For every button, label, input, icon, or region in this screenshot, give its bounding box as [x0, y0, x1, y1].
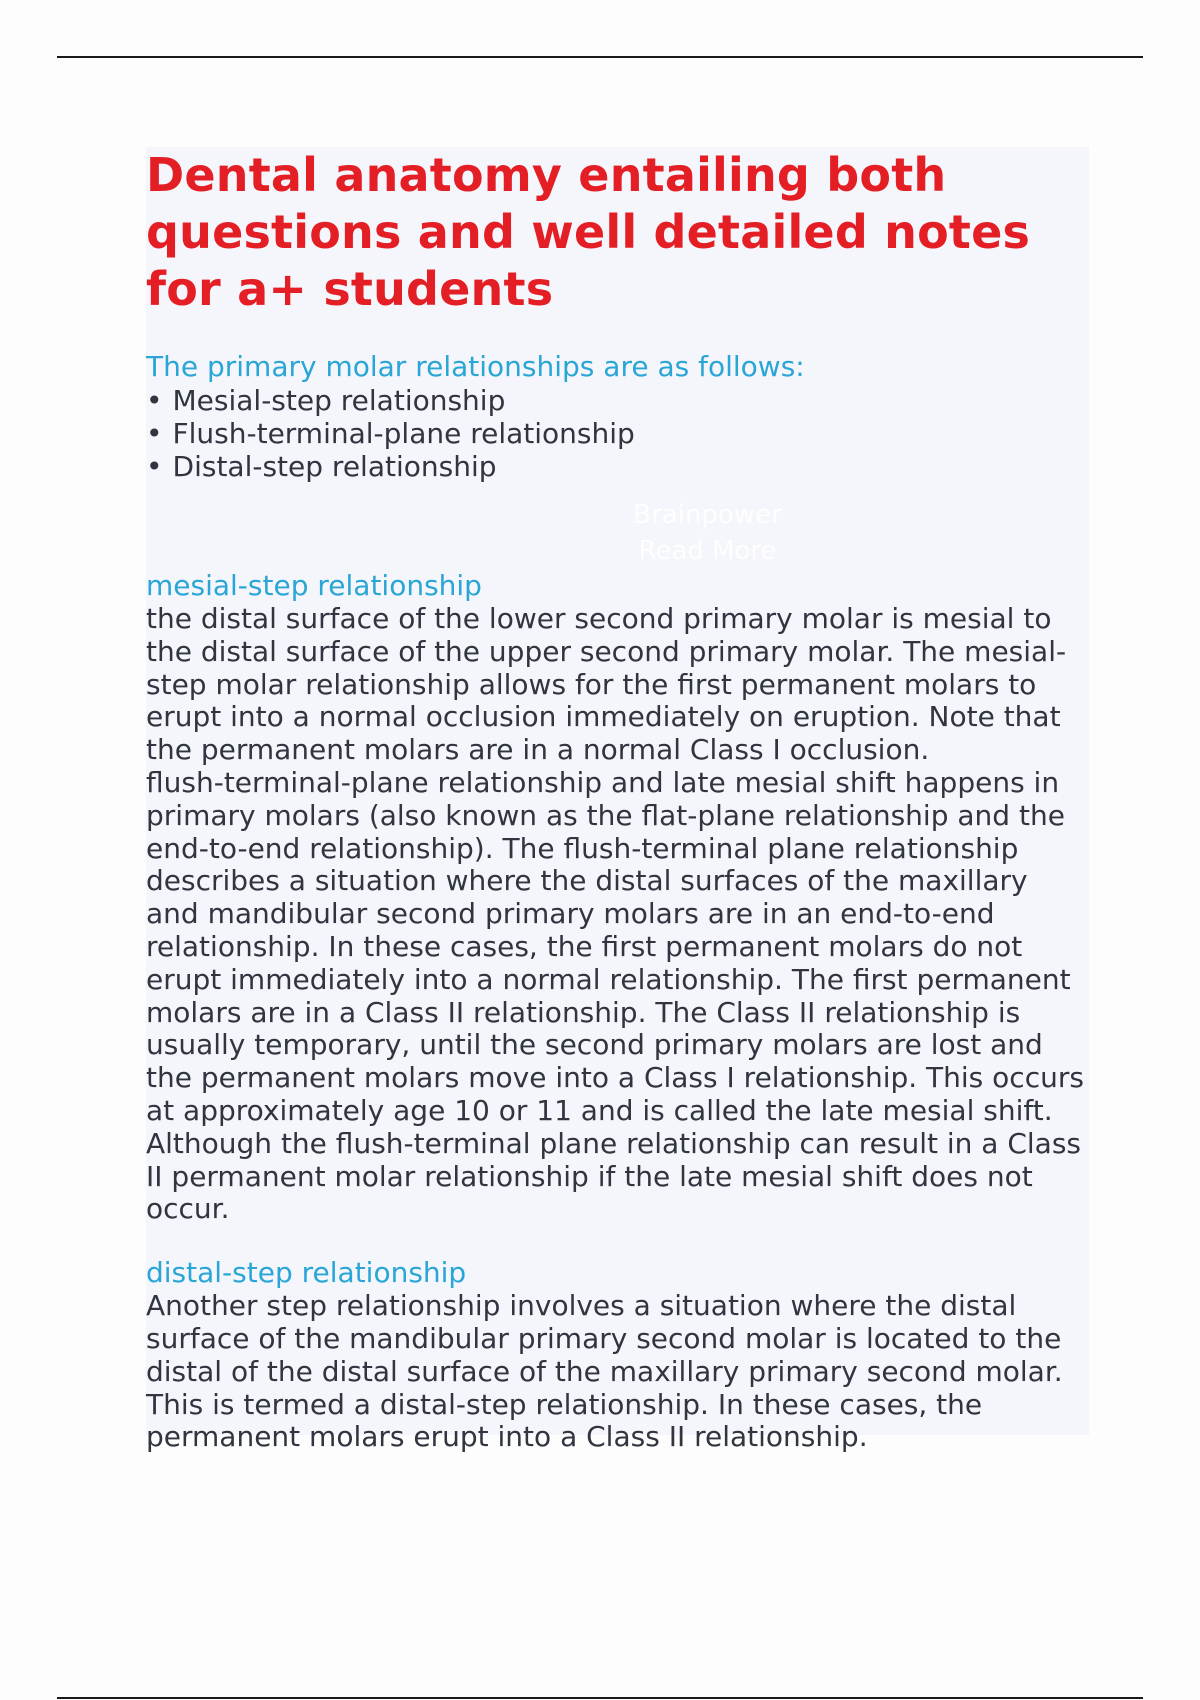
intro-heading: The primary molar relationships are as follows: — [146, 350, 805, 383]
watermark-line-1: Brainpower — [633, 500, 782, 530]
mesial-step-paragraph: the distal surface of the lower second primary molar is mesial to the distal surface of the upper second primary molar. The mesial-step molar relationship allows for the first permanent molars to erupt into a normal occlusion immediately on eruption. Note that the permanent molars are in a normal Class I occlusion. — [146, 602, 1067, 767]
bullet-icon: • — [146, 384, 163, 417]
document-title: Dental anatomy entailing both questions and well detailed notes for a+ students — [146, 148, 1031, 316]
list-item — [146, 450, 1089, 483]
distal-step-paragraph: Another step relationship involves a situation where the distal surface of the mandibular primary second molar is located to the distal of the distal surface of the maxillary primary second molar. This is termed a distal-step relationship. In these cases, the permanent molars erupt into a Class II relationship. — [146, 1289, 1063, 1454]
list-item-text: Distal-step relationship — [172, 450, 497, 483]
bullet-icon: • — [146, 450, 163, 483]
document-content — [146, 147, 1089, 1454]
watermark-line-2: Read More — [638, 536, 777, 566]
list-item-text: Flush-terminal-plane relationship — [172, 417, 635, 450]
top-rule — [57, 56, 1143, 58]
watermark — [146, 497, 1089, 569]
mesial-step-heading: mesial-step relationship — [146, 569, 482, 602]
bottom-rule — [57, 1697, 1143, 1699]
list-item — [146, 417, 1089, 450]
list-item-text: Mesial-step relationship — [172, 384, 506, 417]
flush-terminal-paragraph: flush-terminal-plane relationship and late mesial shift happens in primary molars (also known as the flat-plane relationship and the end-to-end relationship). The flush-terminal plane relationship describes a situation where the distal surfaces of the maxillary and mandibular second primary molars are in an end-to-end relationship. In these cases, the first permanent molars do not erupt immediately into a normal relationship. The first permanent molars are in a Class II relationship. The Class II relationship is usually temporary, until the second primary molars are lost and the permanent molars move into a Class I relationship. This occurs at approximately age 10 or 11 and is called the late mesial shift. Although the flush-terminal plane relationship can result in a Class II permanent molar relationship if the late mesial shift does not occur. — [146, 765, 1084, 1226]
relationship-list — [146, 384, 1089, 483]
bullet-icon: • — [146, 417, 163, 450]
list-item — [146, 384, 1089, 417]
distal-step-heading: distal-step relationship — [146, 1256, 467, 1290]
